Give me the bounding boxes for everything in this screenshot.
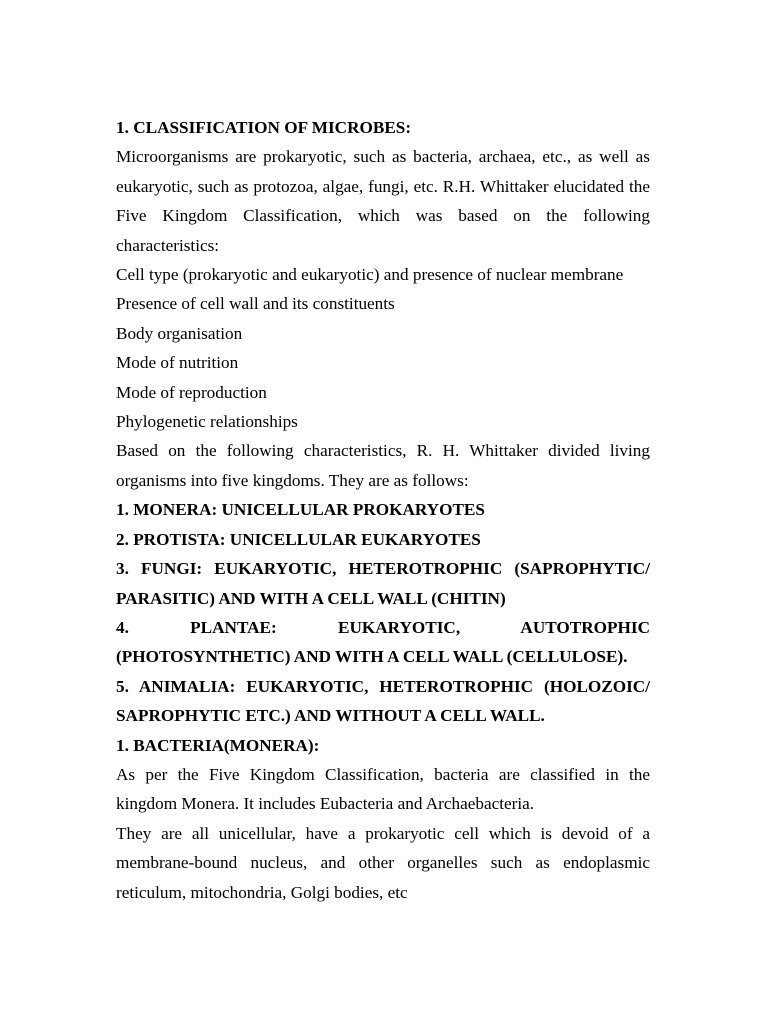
kingdom-item: 4. PLANTAE: EUKARYOTIC, AUTOTROPHIC (PHOTOSYNTHETIC) AND WITH A CELL WALL (CELLULOSE). — [116, 617, 650, 667]
characteristic-item: Mode of reproduction — [116, 382, 267, 402]
characteristic-item: Presence of cell wall and its constituents — [116, 294, 395, 314]
intro-paragraph: Microorganisms are prokaryotic, such as bacteria, archaea, etc., as well as eukaryotic, such as protozoa, algae, fungi, etc. R.H. Whittaker elucidated the Five Kingdom Classification, which was based on the following characteristics: — [116, 147, 650, 255]
section-heading-bacteria: 1. BACTERIA(MONERA): — [116, 735, 320, 755]
characteristic-item: Phylogenetic relationships — [116, 412, 298, 432]
kingdom-item: 1. MONERA: UNICELLULAR PROKARYOTES — [116, 500, 485, 520]
bacteria-paragraph: They are all unicellular, have a prokaryotic cell which is devoid of a membrane-bound nucleus, and other organelles such as endoplasmic reticulum, mitochondria, Golgi bodies, etc — [116, 823, 650, 902]
kingdom-item: 5. ANIMALIA: EUKARYOTIC, HETEROTROPHIC (HOLOZOIC/ SAPROPHYTIC ETC.) AND WITHOUT A CELL WALL. — [116, 676, 650, 726]
characteristic-item: Body organisation — [116, 323, 243, 343]
document-page — [116, 113, 650, 907]
characteristic-item: Cell type (prokaryotic and eukaryotic) and presence of nuclear membrane — [116, 265, 624, 285]
characteristic-item: Mode of nutrition — [116, 353, 239, 373]
bacteria-paragraph: As per the Five Kingdom Classification, bacteria are classified in the kingdom Monera. It includes Eubacteria and Archaebacteria. — [116, 764, 650, 814]
kingdom-item: 2. PROTISTA: UNICELLULAR EUKARYOTES — [116, 529, 481, 549]
section-heading-classification: 1. CLASSIFICATION OF MICROBES: — [116, 118, 412, 137]
kingdoms-intro-paragraph: Based on the following characteristics, R. H. Whittaker divided living organisms into five kingdoms. They are as follows: — [116, 441, 650, 490]
kingdom-item: 3. FUNGI: EUKARYOTIC, HETEROTROPHIC (SAPROPHYTIC/ PARASITIC) AND WITH A CELL WALL (CHITIN) — [116, 559, 650, 608]
